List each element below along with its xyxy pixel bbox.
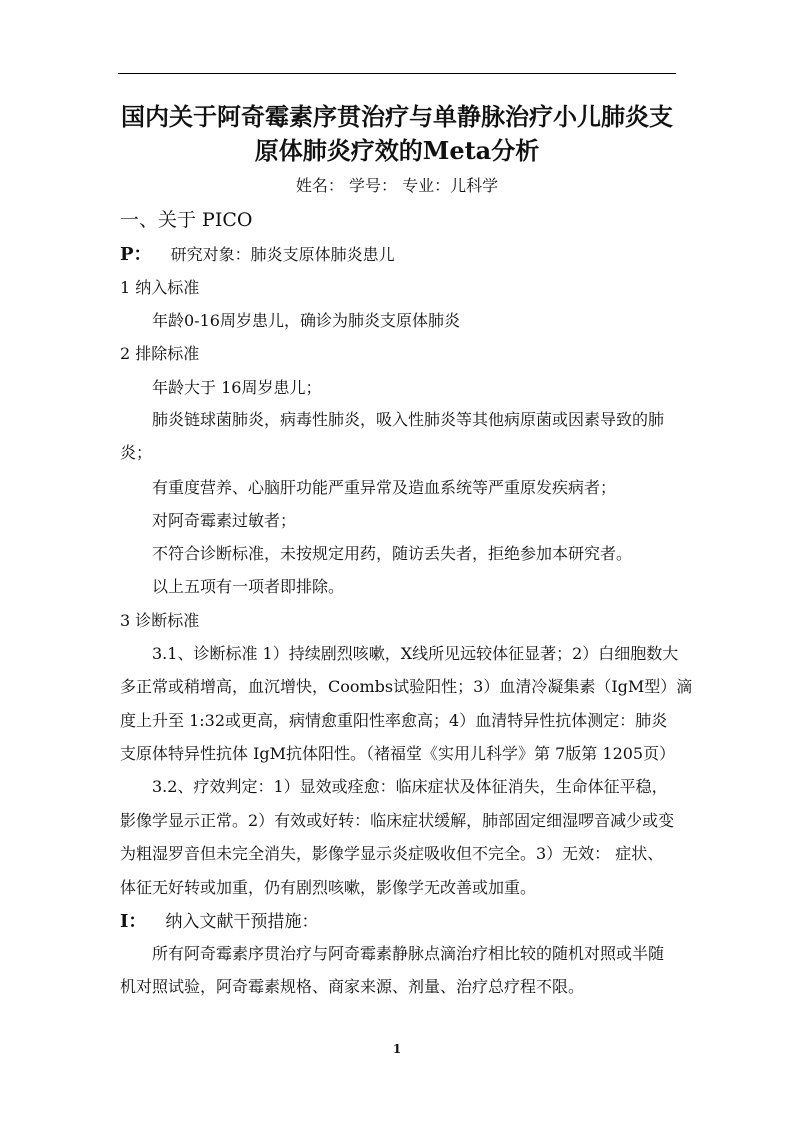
p-text: 研究对象：肺炎支原体肺炎患儿 bbox=[170, 245, 395, 264]
exclusion-item: 对阿奇霉素过敏者； bbox=[152, 511, 297, 530]
diagnosis-para2-line: 体征无好转或加重，仍有剧烈咳嗽，影像学无改善或加重。 bbox=[120, 878, 537, 897]
inclusion-item: 年龄0-16周岁患儿，确诊为肺炎支原体肺炎 bbox=[152, 311, 460, 330]
p-label: P： bbox=[120, 244, 152, 265]
exclusion-item: 有重度营养、心脑肝功能严重异常及造血系统等严重原发疾病者； bbox=[152, 478, 617, 497]
exclusion-item: 肺炎链球菌肺炎，病毒性肺炎，吸入性肺炎等其他病原菌或因素导致的肺 bbox=[152, 410, 665, 429]
i-para-line: 所有阿奇霉素序贯治疗与阿奇霉素静脉点滴治疗相比较的随机对照或半随 bbox=[152, 944, 665, 963]
document-title-line2: 原体肺炎疗效的Meta分析 bbox=[254, 136, 540, 165]
inclusion-heading: 1 纳入标准 bbox=[120, 278, 200, 297]
diagnosis-para1-line: 多正常或稍增高，血沉增快，Coombs试验阳性；3）血清冷凝集素（IgM型）滴 bbox=[120, 677, 693, 696]
exclusion-heading: 2 排除标准 bbox=[120, 344, 200, 363]
header-rule bbox=[118, 73, 676, 74]
diagnosis-heading: 3 诊断标准 bbox=[120, 611, 200, 630]
i-line bbox=[120, 907, 319, 933]
i-label: I： bbox=[120, 911, 147, 932]
i-text: 纳入文献干预措施： bbox=[165, 912, 319, 932]
p-line bbox=[120, 240, 395, 266]
section-heading-pico: 一、关于 PICO bbox=[120, 209, 253, 231]
diagnosis-para1-line: 支原体特异性抗体 IgM抗体阳性。（褚福堂《实用儿科学》第 7版第 1205页） bbox=[120, 744, 676, 763]
exclusion-item-cont: 炎； bbox=[120, 443, 153, 462]
document-title-line1: 国内关于阿奇霉素序贯治疗与单静脉治疗小儿肺炎支 bbox=[121, 102, 673, 131]
diagnosis-para1-line: 3.1、诊断标准 1）持续剧烈咳嗽，X线所见远较体征显著；2）白细胞数大 bbox=[152, 644, 679, 663]
i-para-line: 机对照试验，阿奇霉素规格、商家来源、剂量、治疗总疗程不限。 bbox=[120, 977, 585, 996]
diagnosis-para2-line: 影像学显示正常。2）有效或好转：临床症状缓解，肺部固定细湿啰音减少或变 bbox=[120, 811, 675, 830]
diagnosis-para1-line: 度上升至 1:32或更高，病情愈重阳性率愈高；4）血清特异性抗体测定：肺炎 bbox=[120, 711, 668, 730]
exclusion-item: 年龄大于 16周岁患儿； bbox=[152, 378, 322, 397]
exclusion-item: 不符合诊断标准，未按规定用药，随访丢失者，拒绝参加本研究者。 bbox=[152, 544, 633, 563]
diagnosis-para2-line: 为粗湿罗音但未完全消失，影像学显示炎症吸收但不完全。3）无效： 症状、 bbox=[120, 844, 664, 863]
author-meta: 姓名： 学号： 专业：儿科学 bbox=[295, 176, 499, 195]
page-number: 1 bbox=[392, 1042, 402, 1056]
diagnosis-para2-line: 3.2、疗效判定：1）显效或痊愈：临床症状及体征消失，生命体征平稳， bbox=[152, 777, 668, 796]
exclusion-note: 以上五项有一项者即排除。 bbox=[152, 577, 345, 596]
